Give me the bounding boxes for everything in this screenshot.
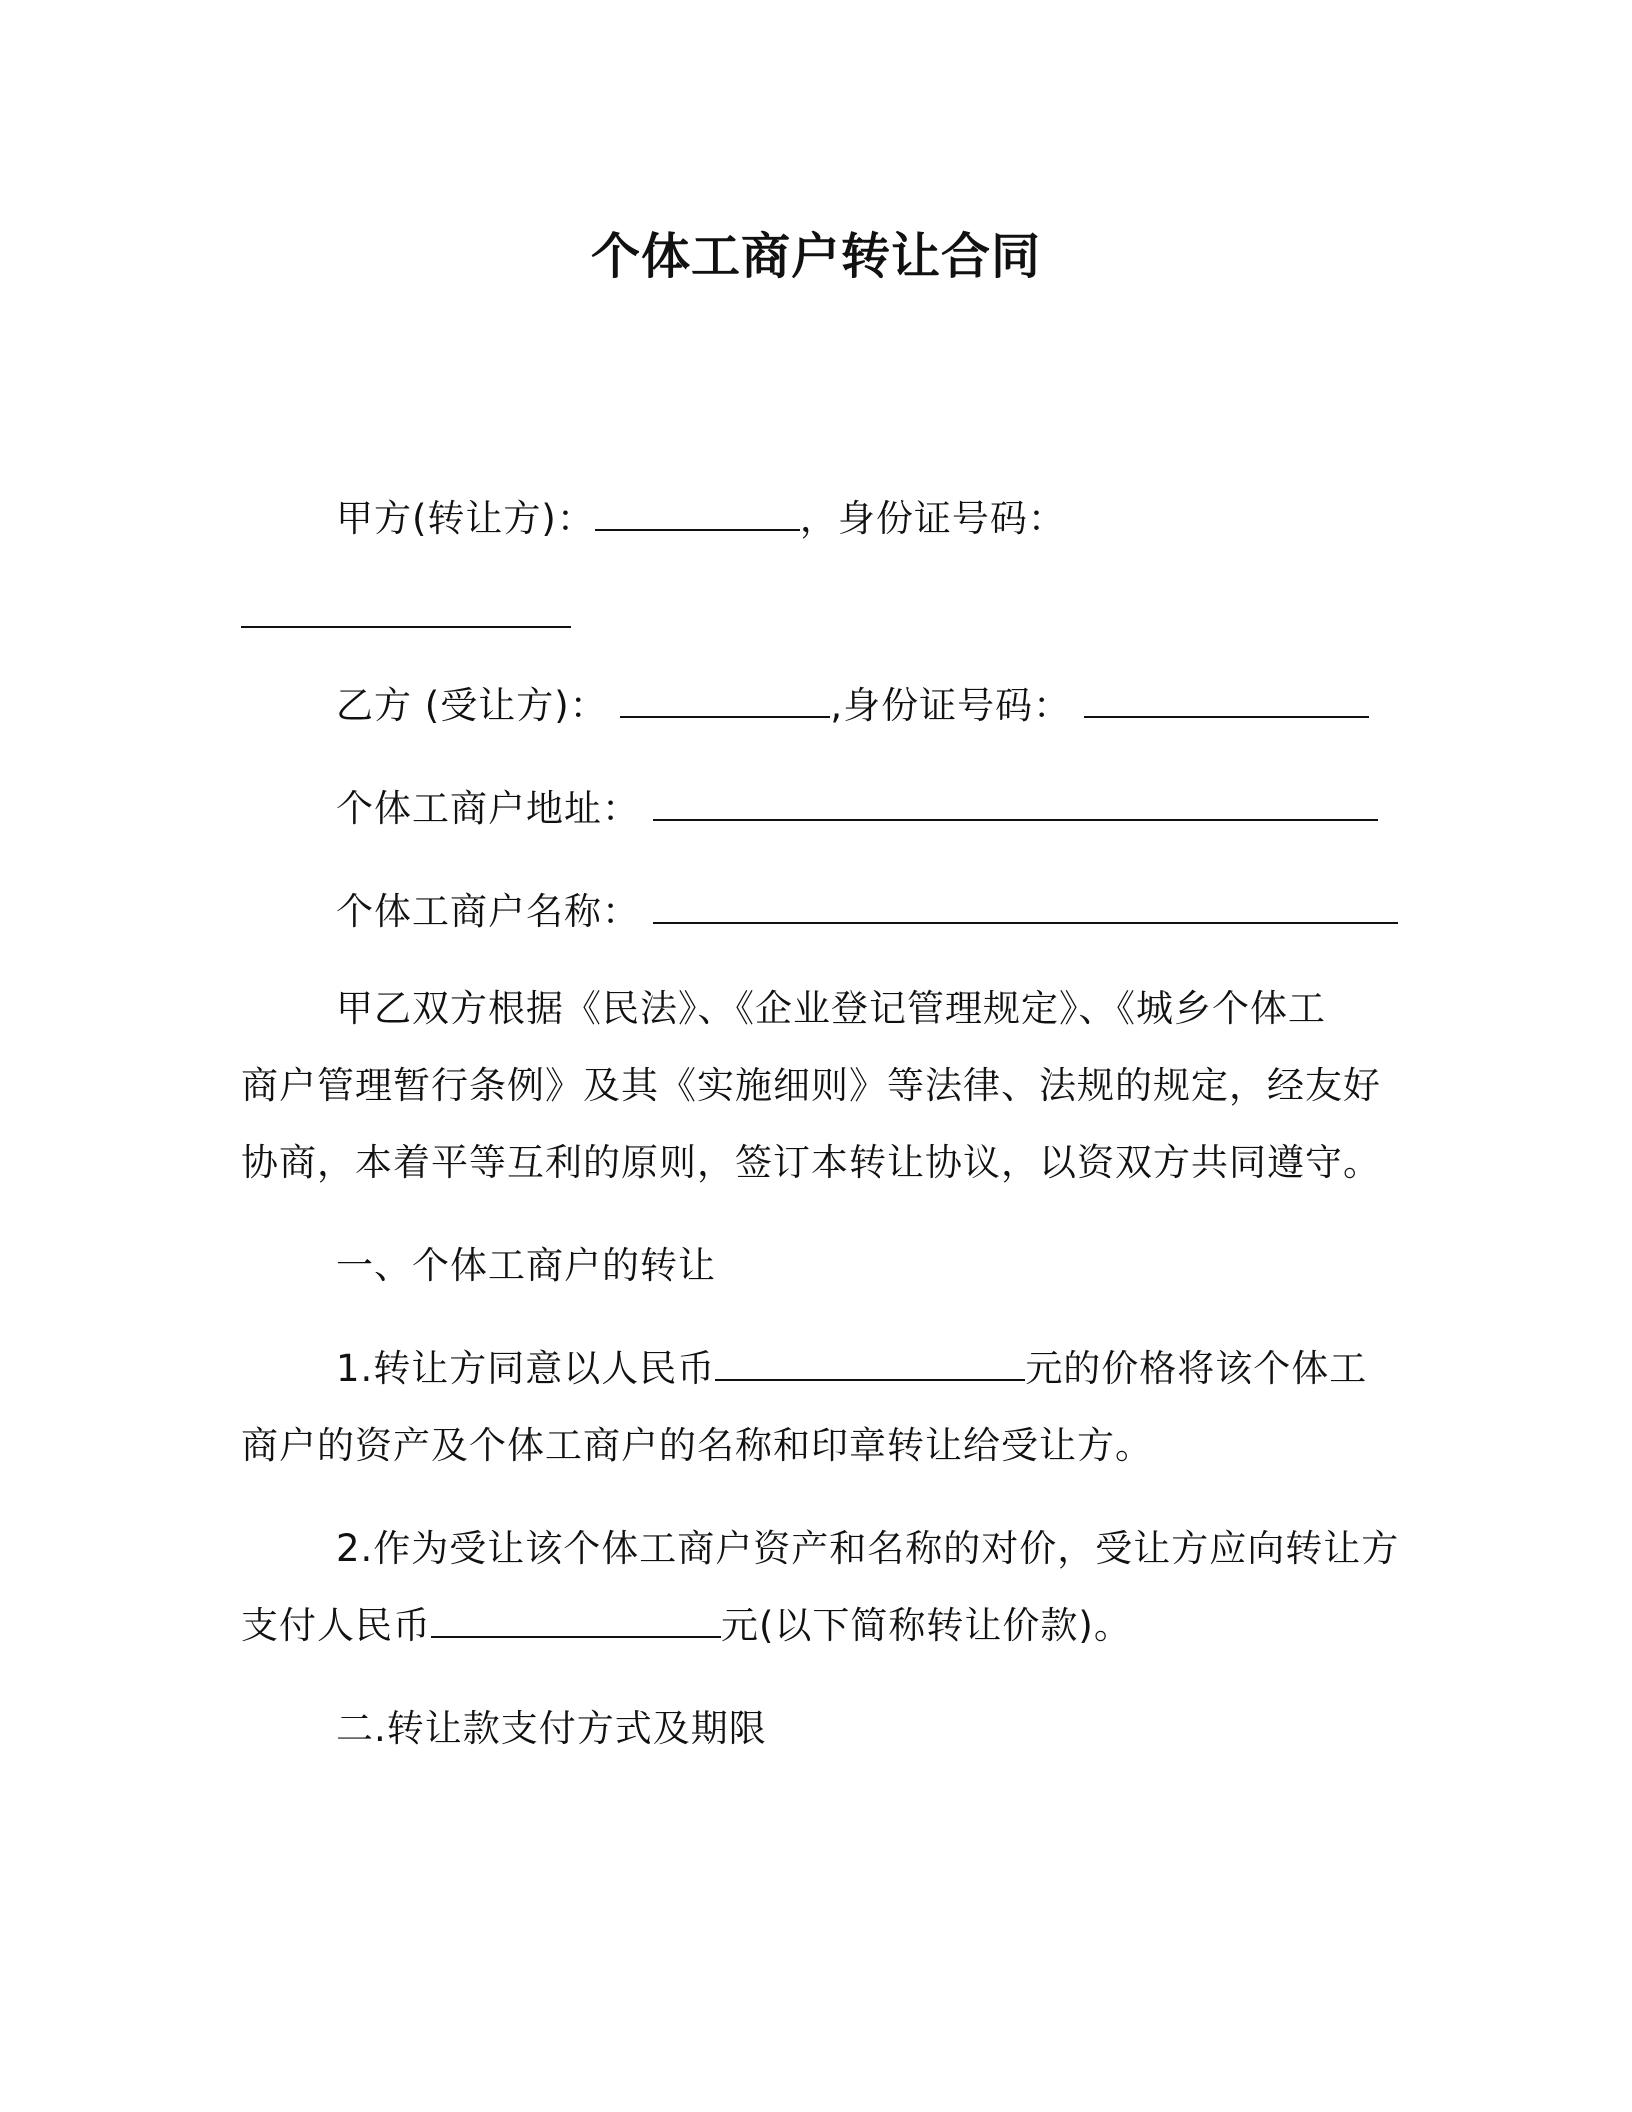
section-2-heading: 二.转让款支付方式及期限 xyxy=(336,1707,767,1750)
address-line xyxy=(336,783,1378,835)
transfer-price-blank xyxy=(715,1345,1025,1381)
address-label: 个体工商户地址： xyxy=(336,787,640,830)
party-b-name-blank xyxy=(620,682,830,718)
party-a-id-blank xyxy=(241,592,571,628)
party-b-line xyxy=(336,680,1369,732)
party-a-id-line xyxy=(241,590,571,642)
business-name-line xyxy=(336,886,1398,938)
party-a-line xyxy=(336,493,1066,545)
party-b-separator: , xyxy=(830,684,844,727)
item-2-text-before: 支付人民币 xyxy=(241,1604,431,1647)
payment-amount-blank xyxy=(431,1602,721,1638)
section-1-item-1-line-2: 商户的资产及个体工商户的名称和印章转让给受让方。 xyxy=(241,1424,1153,1467)
party-a-label: 甲方(转让方)： xyxy=(336,497,595,540)
address-blank xyxy=(653,785,1378,821)
document-title: 个体工商户转让合同 xyxy=(590,228,1041,285)
party-a-id-label: 身份证号码： xyxy=(837,497,1066,540)
item-2-text-after: 元(以下简称转让价款)。 xyxy=(721,1604,1132,1647)
preamble-line-3: 协商，本着平等互利的原则，签订本转让协议，以资双方共同遵守。 xyxy=(241,1141,1381,1184)
party-a-separator: ， xyxy=(799,497,838,540)
item-1-text-after: 元的价格将该个体工 xyxy=(1025,1347,1368,1390)
section-1-item-2: 2.作为受让该个体工商户资产和名称的对价，受让方应向转让方 xyxy=(336,1527,1400,1570)
preamble-line-1: 甲乙双方根据《民法》、《企业登记管理规定》、《城乡个体工 xyxy=(336,987,1326,1030)
item-1-text-before: 1.转让方同意以人民币 xyxy=(336,1347,716,1390)
party-b-label: 乙方 (受让方)： xyxy=(336,684,608,727)
section-1-item-1 xyxy=(336,1343,1367,1395)
business-name-blank xyxy=(653,888,1398,924)
party-a-name-blank xyxy=(595,495,800,531)
section-1-heading: 一、个体工商户的转让 xyxy=(336,1244,716,1287)
preamble-line-2: 商户管理暂行条例》及其《实施细则》等法律、法规的规定，经友好 xyxy=(241,1064,1381,1107)
party-b-id-label: 身份证号码： xyxy=(843,684,1072,727)
party-b-id-blank xyxy=(1084,682,1369,718)
section-1-item-2-line-2 xyxy=(241,1600,1132,1652)
business-name-label: 个体工商户名称： xyxy=(336,890,640,933)
